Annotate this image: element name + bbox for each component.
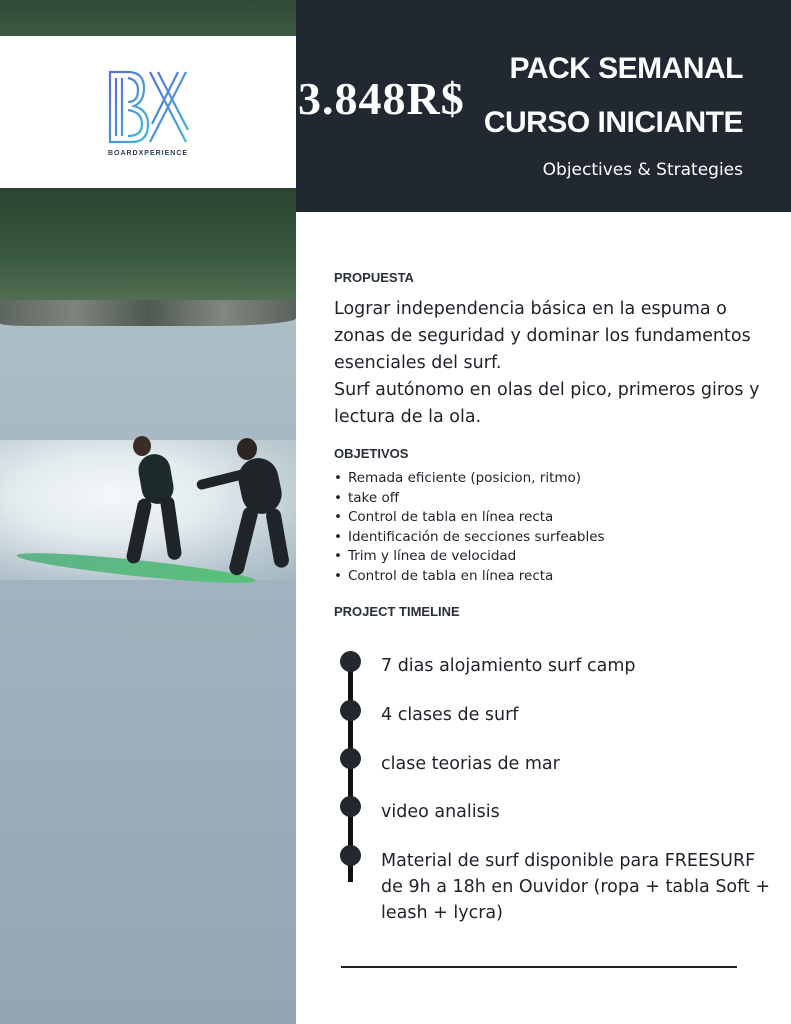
surfer-1-head [133, 436, 151, 456]
title-line-1: PACK SEMANAL [509, 52, 743, 85]
list-item: • Remada eficiente (posicion, ritmo) [334, 469, 605, 489]
list-item: • Control de tabla en línea recta [334, 508, 605, 528]
propuesta-paragraph-2: Surf autónomo en olas del pico, primeros giros y lectura de la ola. [334, 380, 760, 427]
timeline-item: clase teorias de mar [381, 754, 560, 774]
timeline-dot [340, 796, 361, 817]
timeline-dot [340, 700, 361, 721]
list-item: • Trim y línea de velocidad [334, 547, 605, 567]
propuesta-paragraph-1: Lograr independencia básica en la espuma o zonas de seguridad y dominar los fundamentos esenciales del surf. [334, 299, 751, 373]
price: 3.848R$ [298, 73, 465, 124]
logo-wordmark: BOARDXPERIENCE [107, 150, 189, 157]
title-line-2: CURSO INICIANTE [483, 106, 743, 139]
timeline-item: video analisis [381, 802, 500, 822]
timeline-item: Material de surf disponible para FREESURF de 9h a 18h en Ouvidor (ropa + tabla Soft + leash + lycra) [381, 851, 771, 923]
propuesta-heading: PROPUESTA [334, 270, 414, 285]
bx-logo-icon [106, 68, 190, 146]
list-item: • Control de tabla en línea recta [334, 567, 605, 587]
timeline-dot [340, 651, 361, 672]
timeline-item: 7 dias alojamiento surf camp [381, 656, 636, 676]
bottom-divider [341, 966, 737, 968]
propuesta-text [334, 296, 764, 431]
timeline-heading: PROJECT TIMELINE [334, 604, 460, 619]
photo-rocks [0, 300, 296, 326]
list-item: • take off [334, 489, 605, 509]
objetivos-heading: OBJETIVOS [334, 446, 409, 461]
subtitle: Objectives & Strategies [542, 160, 743, 180]
photo-hills [0, 188, 296, 316]
photo-hills-top [0, 0, 296, 36]
list-item: • Identificación de secciones surfeables [334, 528, 605, 548]
timeline-dot [340, 748, 361, 769]
timeline-item: 4 clases de surf [381, 705, 519, 725]
surfer-2-head [237, 438, 257, 460]
timeline-dot [340, 845, 361, 866]
objetivos-list [334, 469, 605, 587]
